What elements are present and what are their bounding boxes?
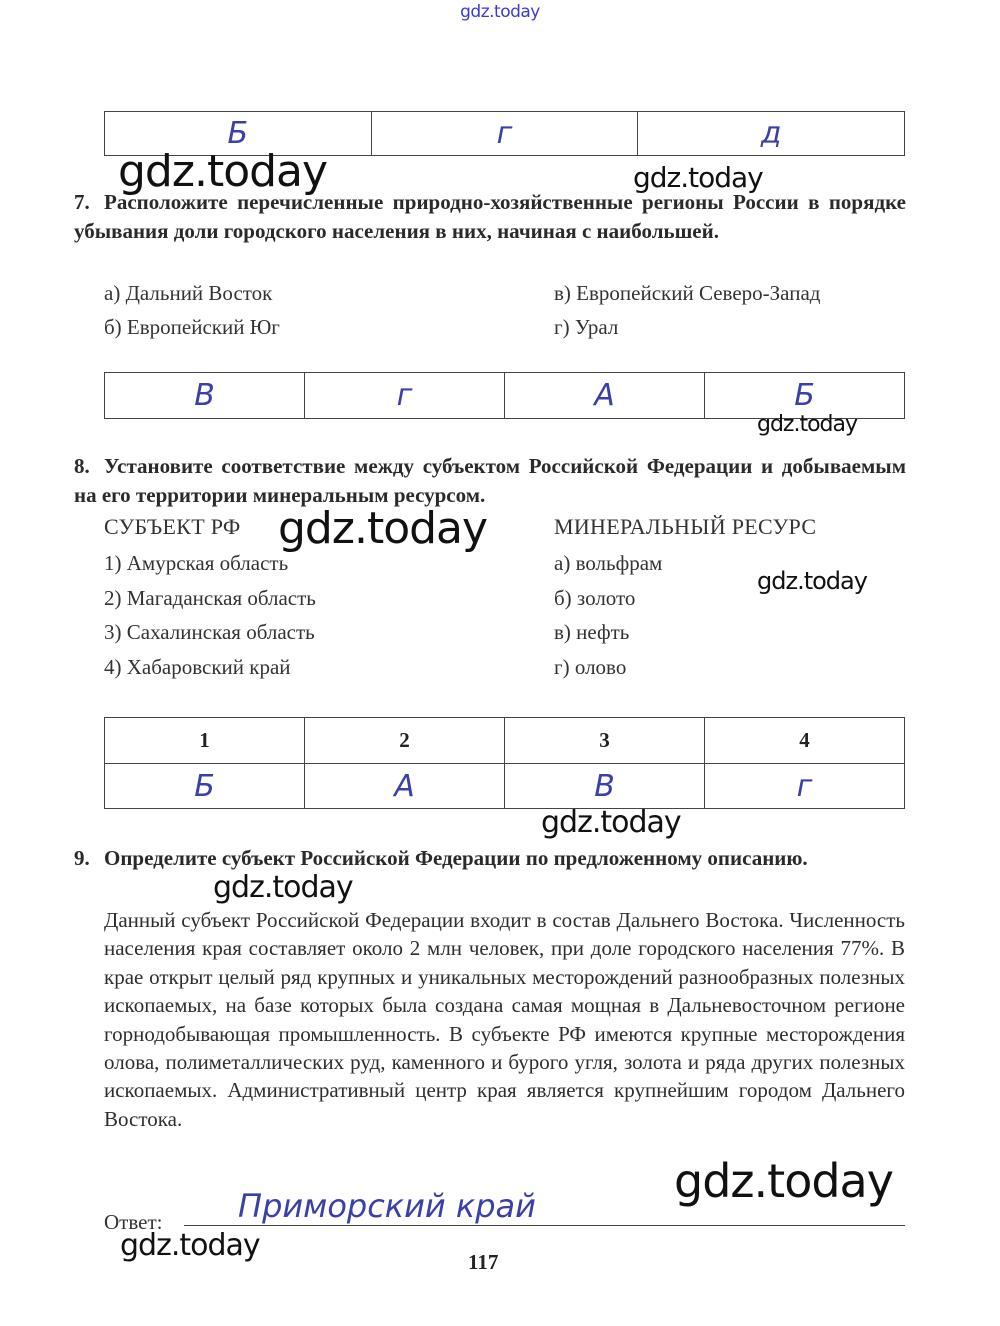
answer-field[interactable] xyxy=(184,1187,905,1226)
answer-cell[interactable] xyxy=(304,373,504,418)
subject-column-header: СУБЪЕКТ РФ xyxy=(104,514,241,539)
subject-item: 1) Амурская область xyxy=(104,551,289,575)
answer-cell[interactable] xyxy=(105,764,304,808)
handwritten-answer: Б xyxy=(194,768,215,804)
answer-table-q8 xyxy=(104,717,905,809)
answer-cell[interactable] xyxy=(304,764,504,808)
question-9-description: Данный субъект Российской Федерации входит в состав Дальнего Востока. Численность населения края составляет около 2 млн человек, при доле городского населения 77%. В крае открыт целый ряд крупных и уникальных месторождений разнообразных полезных ископаемых, на базе которых была создана самая мощная в Дальневосточном регионе горнодобывающая промышленность. В субъекте РФ имеются крупные месторождения олова, полиметаллических руд, каменного и бурого угля, золота и ряда других полезных ископаемых. Административный центр края является крупнейшим городом Дальнего Востока. xyxy=(104,908,905,1131)
watermark-top: gdz.today xyxy=(460,2,540,22)
subject-item: 4) Хабаровский край xyxy=(104,655,291,679)
handwritten-answer: Приморский край xyxy=(238,1187,536,1225)
table-header-row xyxy=(105,718,904,763)
handwritten-answer: г xyxy=(796,768,813,804)
answer-cell[interactable] xyxy=(704,764,904,808)
subject-item: 2) Магаданская область xyxy=(104,586,316,610)
question-text: Определите субъект Российской Федерации по предложенному описанию. xyxy=(104,846,808,870)
table-header-cell: 2 xyxy=(304,718,504,763)
answer-cell[interactable] xyxy=(371,112,638,155)
q7-option-b: б) Европейский Юг xyxy=(104,315,280,339)
watermark: gdz.today xyxy=(674,1154,893,1208)
handwritten-answer: В xyxy=(194,378,215,413)
q7-option-a: а) Дальний Восток xyxy=(104,281,273,305)
question-9 xyxy=(74,844,906,873)
table-header-cell: 3 xyxy=(504,718,704,763)
watermark: gdz.today xyxy=(541,805,681,840)
table-header-cell: 1 xyxy=(199,728,210,752)
answer-label: Ответ: xyxy=(104,1210,163,1234)
watermark: gdz.today xyxy=(278,503,488,554)
handwritten-answer: д xyxy=(760,116,782,151)
handwritten-answer: А xyxy=(594,378,615,413)
q7-option-v: в) Европейский Северо-Запад xyxy=(554,281,821,305)
answer-cell[interactable] xyxy=(504,373,704,418)
resource-item: в) нефть xyxy=(554,620,630,644)
watermark: gdz.today xyxy=(118,146,328,197)
resource-column-header: МИНЕРАЛЬНЫЙ РЕСУРС xyxy=(554,514,817,539)
handwritten-answer: А xyxy=(394,768,415,804)
watermark: gdz.today xyxy=(757,412,858,437)
subject-item: 3) Сахалинская область xyxy=(104,620,315,644)
handwritten-answer: В xyxy=(594,768,615,804)
question-text: Установите соответствие между субъектом Российской Федерации и добываемым на его территории минеральным ресурсом. xyxy=(74,454,906,507)
watermark: gdz.today xyxy=(213,870,353,905)
question-number: 9. xyxy=(74,846,90,870)
question-7 xyxy=(74,188,906,246)
question-8-title xyxy=(74,452,906,510)
question-number: 7. xyxy=(74,190,90,214)
watermark: gdz.today xyxy=(757,567,867,595)
answer-cell[interactable] xyxy=(504,764,704,808)
question-9-title xyxy=(74,844,906,873)
question-8 xyxy=(74,452,906,510)
resource-item: б) золото xyxy=(554,586,636,610)
answer-cell[interactable] xyxy=(105,373,304,418)
watermark: gdz.today xyxy=(120,1228,260,1263)
table-answer-row xyxy=(105,763,904,808)
question-text: Расположите перечисленные природно-хозяйственные регионы России в порядке убывания доли городского населения в них, начиная с наибольшей. xyxy=(74,190,906,243)
resource-item: а) вольфрам xyxy=(554,551,663,575)
page-number: 117 xyxy=(468,1250,499,1274)
handwritten-answer: Б xyxy=(227,116,249,151)
answer-cell[interactable] xyxy=(637,112,904,155)
question-number: 8. xyxy=(74,454,90,478)
question-7-title xyxy=(74,188,906,246)
resource-item: г) олово xyxy=(554,655,627,679)
table-header-cell: 4 xyxy=(704,718,904,763)
watermark: gdz.today xyxy=(633,161,763,194)
handwritten-answer: Б xyxy=(794,378,815,413)
handwritten-answer: г xyxy=(396,378,413,413)
handwritten-answer: г xyxy=(496,116,513,151)
q7-option-g: г) Урал xyxy=(554,315,619,339)
